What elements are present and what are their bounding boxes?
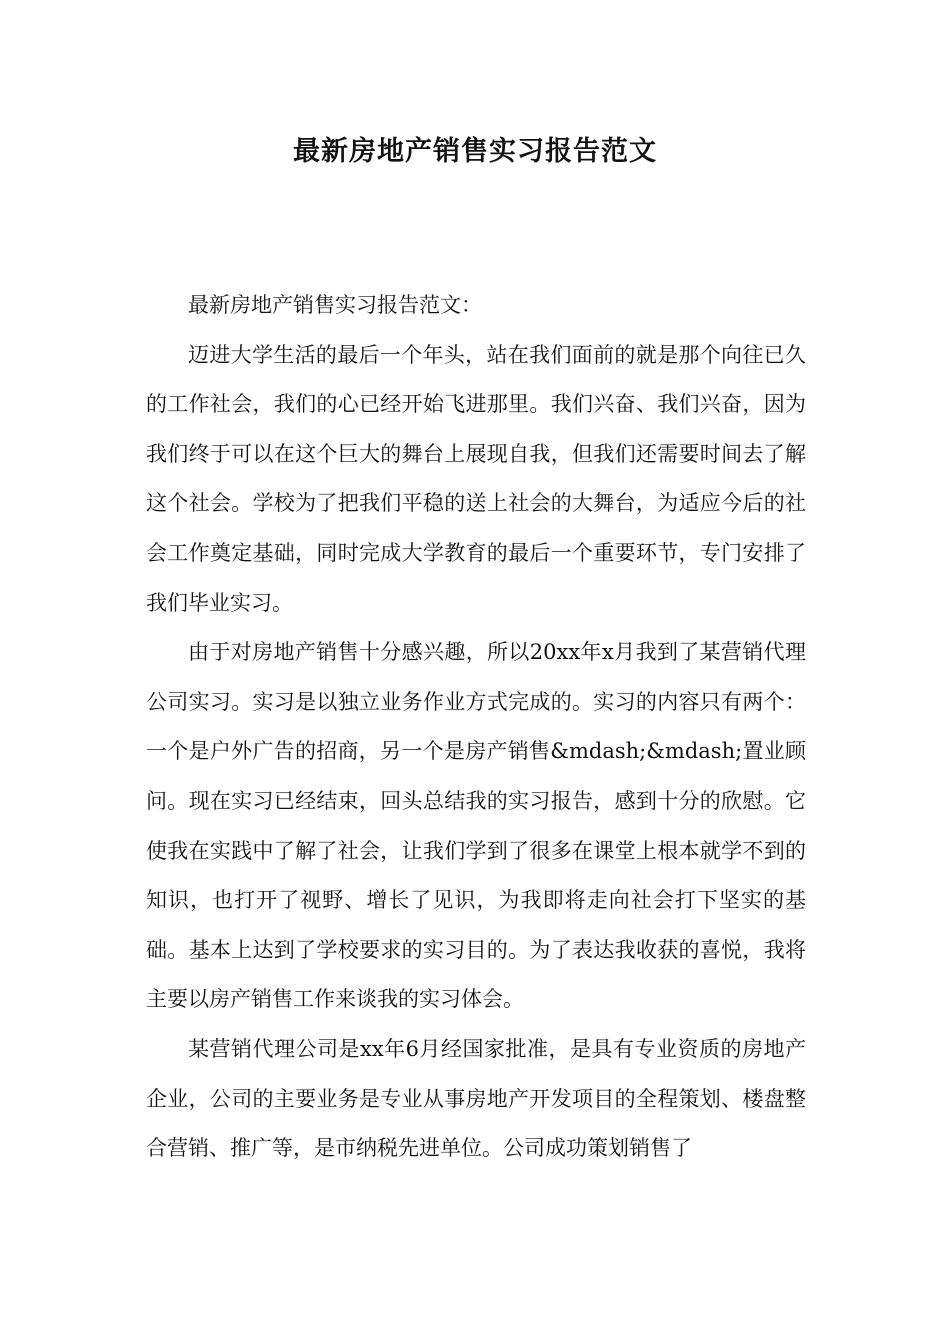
document-title: 最新房地产销售实习报告范文 [293, 136, 657, 167]
paragraph: 最新房地产销售实习报告范文： [188, 293, 482, 317]
paragraph: 某营销代理公司是xx年6月经国家批准，是具有专业资质的房地产企业，公司的主要业务是专业从事房地产开发项目的全程策划、楼盘整合营销、推广等，是市纳税先进单位。公司成功策划销售了 [146, 1036, 806, 1161]
document-body [146, 281, 806, 1174]
paragraph: 由于对房地产销售十分感兴趣，所以20xx年x月我到了某营销代理公司实习。实习是以独立业务作业方式完成的。实习的内容只有两个：一个是户外广告的招商，另一个是房产销售&mdash;&mdash;置业顾问。现在实习已经结束，回头总结我的实习报告，感到十分的欣慰。它使我在实践中了解了社会，让我们学到了很多在课堂上根本就学不到的知识，也打开了视野、增长了见识，为我即将走向社会打下坚实的基础。基本上达到了学校要求的实习目的。为了表达我收获的喜悦，我将主要以房产销售工作来谈我的实习体会。 [146, 640, 806, 1012]
paragraph: 迈进大学生活的最后一个年头，站在我们面前的就是那个向往已久的工作社会，我们的心已经开始飞进那里。我们兴奋、我们兴奋，因为我们终于可以在这个巨大的舞台上展现自我，但我们还需要时间去了解这个社会。学校为了把我们平稳的送上社会的大舞台，为适应今后的社会工作奠定基础，同时完成大学教育的最后一个重要环节，专门安排了我们毕业实习。 [146, 342, 806, 615]
